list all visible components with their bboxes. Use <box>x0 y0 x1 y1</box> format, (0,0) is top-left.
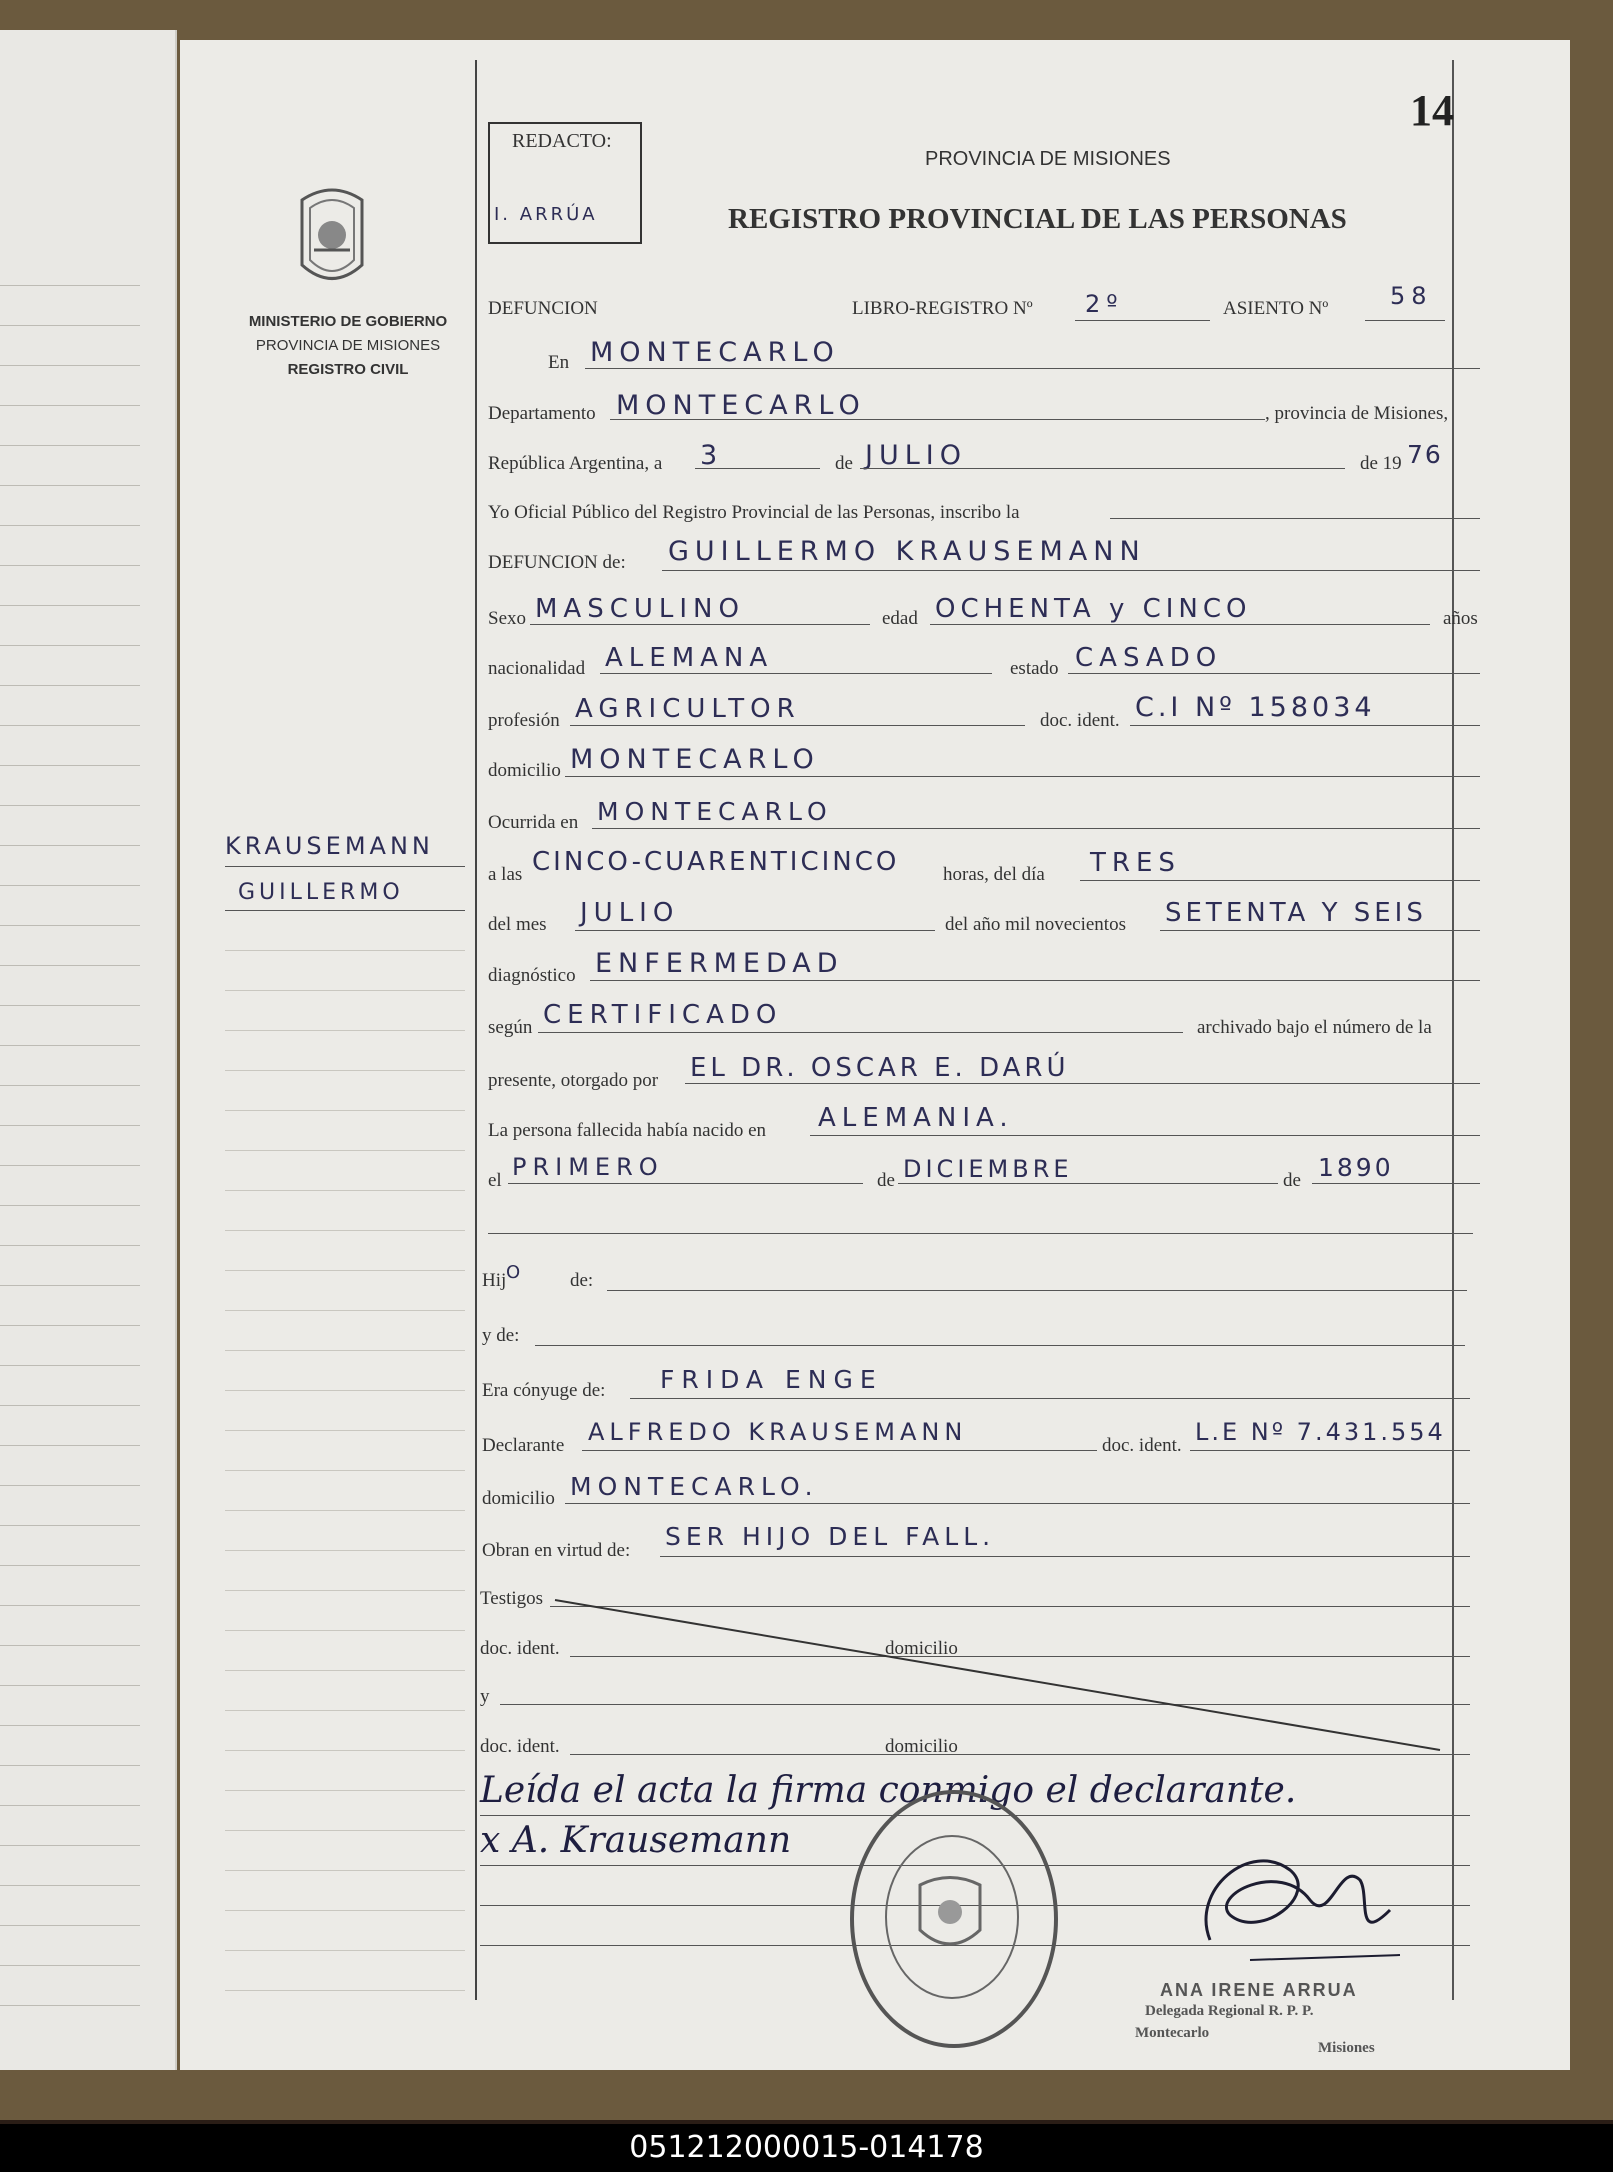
diagnostico-label: diagnóstico <box>488 965 576 986</box>
ocurrida-label: Ocurrida en <box>488 812 579 833</box>
libro-value: 2º <box>1085 290 1124 318</box>
sexo-label: Sexo <box>488 608 526 629</box>
registry-title: REGISTRO PROVINCIAL DE LAS PERSONAS <box>728 203 1347 235</box>
oficial-text: Yo Oficial Público del Registro Provincial de las Personas, inscribo la <box>488 502 1020 523</box>
decl-domicilio-label: domicilio <box>482 1488 555 1509</box>
edad-label: edad <box>882 608 918 629</box>
margin-surname: KRAUSEMANN <box>225 832 434 860</box>
anomil-label: del año mil novecientos <box>945 914 1126 935</box>
decl-domicilio-value: MONTECARLO. <box>570 1472 819 1501</box>
margin-given-name: GUILLERMO <box>238 880 404 905</box>
redacto-box <box>488 122 642 244</box>
en-label: En <box>548 352 570 373</box>
anomil-value: SETENTA Y SEIS <box>1165 898 1427 928</box>
republica-label: República Argentina, a <box>488 453 663 474</box>
conyuge-value: FRIDA ENGE <box>660 1365 883 1394</box>
de-label: de <box>835 453 853 474</box>
segun-label: según <box>488 1017 533 1038</box>
presente-label: presente, otorgado por <box>488 1070 659 1091</box>
coat-of-arms-icon <box>292 180 372 295</box>
day-value: 3 <box>700 440 724 471</box>
left-page <box>0 30 177 2070</box>
redacto-label: REDACTO: <box>512 130 612 152</box>
conyuge-label: Era cónyuge de: <box>482 1380 606 1401</box>
edad-value: OCHENTA y CINCO <box>935 594 1252 624</box>
testigo2-dom-label: domicilio <box>885 1736 958 1757</box>
page-rule-right <box>1452 60 1454 2000</box>
mes-value: JULIO <box>580 898 680 928</box>
de3-label: de <box>1283 1170 1301 1191</box>
departamento-label: Departamento <box>488 403 596 424</box>
seal-emblem-icon <box>910 1870 990 1960</box>
ministry-line3: REGISTRO CIVIL <box>287 361 409 378</box>
alas-label: a las <box>488 864 523 885</box>
testigo2-doc-label: doc. ident. <box>480 1736 560 1757</box>
ministry-line2: PROVINCIA DE MISIONES <box>255 337 441 354</box>
profesion-label: profesión <box>488 710 560 731</box>
obran-label: Obran en virtud de: <box>482 1540 631 1561</box>
decl-doc-label: doc. ident. <box>1102 1435 1182 1456</box>
nacionalidad-label: nacionalidad <box>488 658 586 679</box>
estado-value: CASADO <box>1075 643 1223 673</box>
departamento-value: MONTECARLO <box>616 390 866 421</box>
official-title: Delegada Regional R. P. P. <box>1145 2003 1314 2019</box>
sexo-value: MASCULINO <box>535 594 745 624</box>
doc-ident-label: doc. ident. <box>1040 710 1120 731</box>
dia-value: TRES <box>1090 848 1181 878</box>
month-value: JULIO <box>865 440 967 471</box>
year-value: 76 <box>1407 440 1443 469</box>
declarante-label: Declarante <box>482 1435 565 1456</box>
testigo1-dom-label: domicilio <box>885 1638 958 1659</box>
horas-label: horas, del día <box>943 864 1045 885</box>
official-name: ANA IRENE ARRUA <box>1160 1980 1358 2000</box>
domicilio-value: MONTECARLO <box>570 744 820 775</box>
obran-value: SER HIJO DEL FALL. <box>665 1522 996 1551</box>
provincia-label: , provincia de Misiones, <box>1265 403 1449 424</box>
asiento-value: 58 <box>1390 282 1433 310</box>
birth-year-value: 1890 <box>1318 1153 1394 1182</box>
en-value: MONTECARLO <box>590 337 840 368</box>
official-province: Misiones <box>1318 2040 1375 2056</box>
nacido-value: ALEMANIA. <box>818 1103 1014 1133</box>
defuncion-de-label: DEFUNCION de: <box>488 552 626 573</box>
testigo1-doc-label: doc. ident. <box>480 1638 560 1659</box>
hijo-de-label: de: <box>570 1270 594 1291</box>
decl-doc-value: L.E Nº 7.431.554 <box>1195 1418 1446 1446</box>
yde-label: y de: <box>482 1325 520 1346</box>
official-place: Montecarlo <box>1135 2025 1210 2041</box>
delmes-label: del mes <box>488 914 547 935</box>
declarant-signature: x A. Krausemann <box>480 1820 792 1861</box>
birth-month-value: DICIEMBRE <box>903 1155 1073 1183</box>
official-signature <box>1190 1820 1420 1970</box>
diagnostico-value: ENFERMEDAD <box>595 948 844 979</box>
profesion-value: AGRICULTOR <box>575 694 801 724</box>
estado-label: estado <box>1010 658 1059 679</box>
closing-text: Leída el acta la firma conmigo el declarante. <box>480 1770 1297 1811</box>
el-label: el <box>488 1170 502 1191</box>
alas-value: CINCO-CUARENTICINCO <box>532 847 900 877</box>
year-label: de 19 <box>1360 453 1402 474</box>
defuncion-de-value: GUILLERMO KRAUSEMANN <box>668 536 1146 567</box>
nacionalidad-value: ALEMANA <box>605 643 774 673</box>
declarante-value: ALFREDO KRAUSEMANN <box>588 1418 968 1446</box>
libro-label: LIBRO-REGISTRO Nº <box>852 298 1033 319</box>
strike-line <box>550 1595 1450 1760</box>
nacido-label: La persona fallecida había nacido en <box>488 1120 766 1141</box>
page-rule-left <box>475 60 477 2000</box>
ministry-line1: MINISTERIO DE GOBIERNO <box>248 313 448 330</box>
archive-code: 051212000015-014178 <box>0 2124 1613 2172</box>
hijo-label: Hij <box>482 1270 507 1291</box>
hijo-suffix: O <box>506 1262 527 1283</box>
testigos-label: Testigos <box>480 1588 544 1609</box>
anos-label: años <box>1443 608 1478 629</box>
archivado-label: archivado bajo el número de la <box>1197 1017 1432 1038</box>
y-label: y <box>480 1686 490 1707</box>
record-type: DEFUNCION <box>488 298 598 319</box>
presente-value: EL DR. OSCAR E. DARÚ <box>690 1053 1070 1083</box>
ocurrida-value: MONTECARLO <box>597 797 833 826</box>
el-value: PRIMERO <box>512 1153 664 1181</box>
doc-ident-value: C.I Nº 158034 <box>1135 692 1376 723</box>
domicilio-label: domicilio <box>488 760 561 781</box>
province-header: PROVINCIA DE MISIONES <box>925 148 1171 170</box>
segun-value: CERTIFICADO <box>543 1000 783 1030</box>
page-number: 14 <box>1410 86 1454 135</box>
asiento-label: ASIENTO Nº <box>1223 298 1329 319</box>
de2-label: de <box>877 1170 895 1191</box>
redacto-name: I. ARRÚA <box>494 204 598 225</box>
